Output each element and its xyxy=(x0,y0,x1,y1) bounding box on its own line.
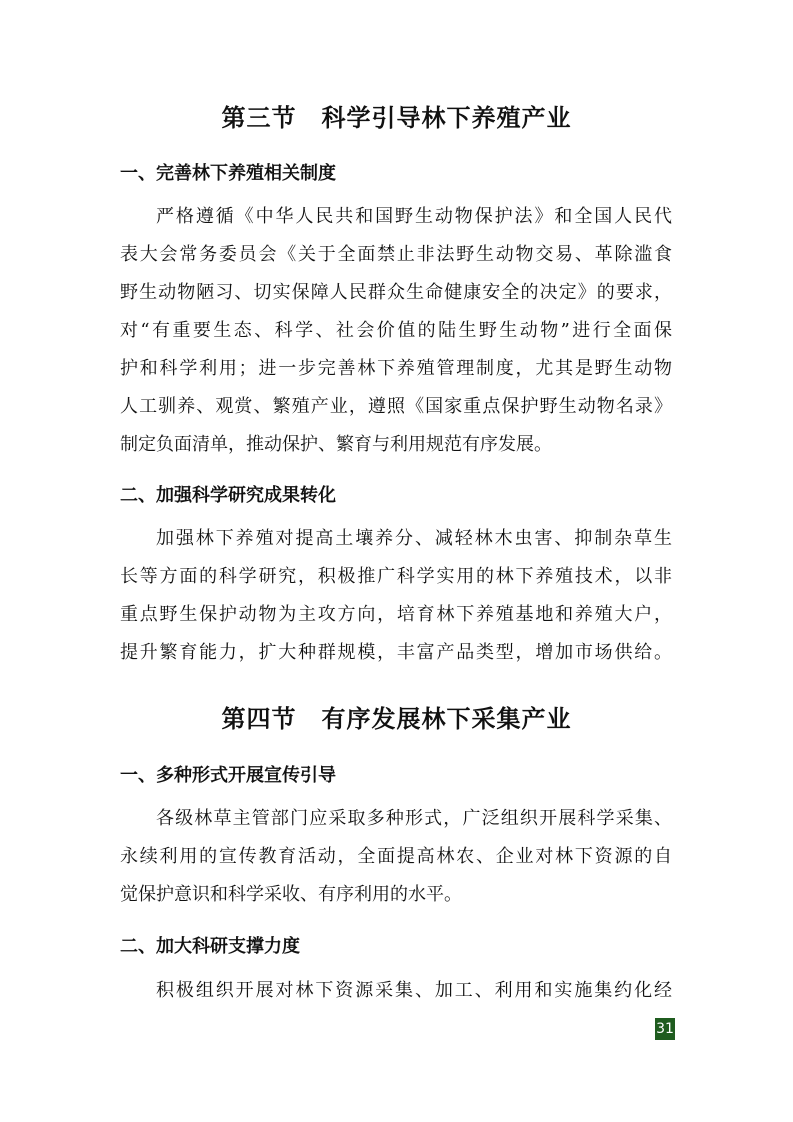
paragraph-line: 人工驯养、观赏、繁殖产业，遵照《国家重点保护野生动物名录》 xyxy=(120,396,672,417)
paragraph-line: 护和科学利用；进一步完善林下养殖管理制度，尤其是野生动物 xyxy=(120,358,672,379)
page-number: 31 xyxy=(655,1018,675,1040)
paragraph-line: 长等方面的科学研究，积极推广科学实用的林下养殖技术，以非 xyxy=(120,566,672,587)
paragraph-line: 加强林下养殖对提高土壤养分、减轻林木虫害、抑制杂草生 xyxy=(156,528,672,549)
section-4-title: 第四节 有序发展林下采集产业 xyxy=(221,704,572,733)
paragraph-line: 严格遵循《中华人民共和国野生动物保护法》和全国人民代 xyxy=(156,206,672,227)
paragraph-line: 野生动物陋习、切实保障人民群众生命健康安全的决定》的要求， xyxy=(120,282,672,303)
paragraph-line: 各级林草主管部门应采取多种形式，广泛组织开展科学采集、 xyxy=(156,808,672,829)
paragraph-line: 觉保护意识和科学采收、有序利用的水平。 xyxy=(120,884,462,905)
paragraph-line: 提升繁育能力，扩大种群规模，丰富产品类型，增加市场供给。 xyxy=(120,642,672,663)
paragraph-line: 重点野生保护动物为主攻方向，培育林下养殖基地和养殖大户， xyxy=(120,604,672,625)
paragraph-line: 制定负面清单，推动保护、繁育与利用规范有序发展。 xyxy=(120,434,552,455)
section-4-subheading-1: 一、多种形式开展宣传引导 xyxy=(120,765,336,786)
section-3-subheading-1: 一、完善林下养殖相关制度 xyxy=(120,163,336,184)
paragraph-line: 对“有重要生态、科学、社会价值的陆生野生动物”进行全面保 xyxy=(120,320,672,341)
section-3-title: 第三节 科学引导林下养殖产业 xyxy=(221,103,572,132)
paragraph-line: 积极组织开展对林下资源采集、加工、利用和实施集约化经 xyxy=(156,980,672,1001)
paragraph-line: 表大会常务委员会《关于全面禁止非法野生动物交易、革除滥食 xyxy=(120,244,672,265)
section-4-subheading-2: 二、加大科研支撑力度 xyxy=(120,936,300,957)
paragraph-line: 永续利用的宣传教育活动，全面提高林农、企业对林下资源的自 xyxy=(120,846,672,867)
section-3-subheading-2: 二、加强科学研究成果转化 xyxy=(120,485,336,506)
